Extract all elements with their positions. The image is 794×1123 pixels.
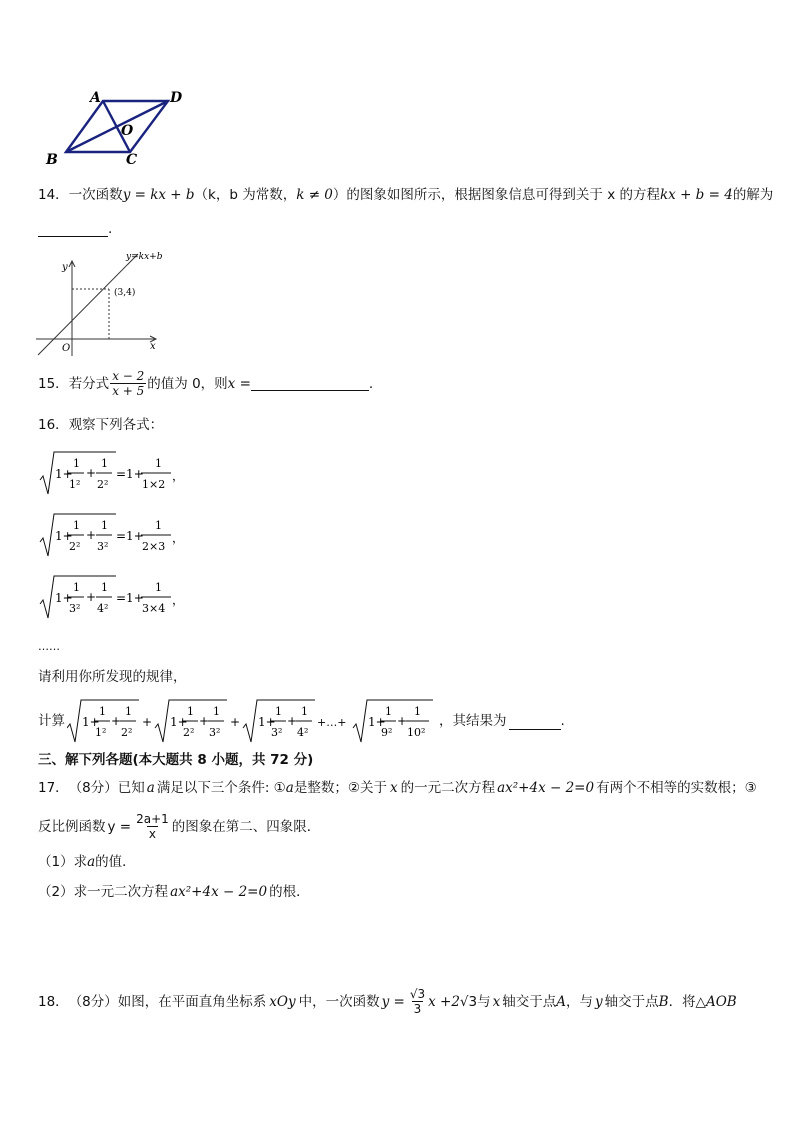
q18-sqrt3: √3 (459, 993, 478, 1010)
q17-numerator: 2a+1 (136, 812, 169, 826)
q14-graph (34, 248, 174, 358)
sum-t3-oneplus: 1+ (258, 715, 276, 729)
q16-row-2-den1: 2² (69, 540, 81, 553)
q16-period: . (560, 713, 565, 729)
q16-sum-formula (67, 698, 467, 744)
q16-row-2-den2: 3² (97, 540, 109, 553)
q16-row-1-num3: 1 (155, 457, 162, 470)
q16-row-2-oneplus: 1+ (55, 529, 73, 543)
q18-number: 18． (38, 993, 69, 1010)
q16-result-label: ，其结果为 (439, 713, 507, 729)
q17-sub1-pre: （1）求 (38, 854, 88, 870)
q16-row-2-equals: =1+ (116, 529, 144, 543)
q17-var-a: a (146, 780, 155, 796)
sum-t4-num2: 1 (414, 705, 421, 718)
q18-text-1: （8分）如图，在平面直角坐标系 (68, 993, 267, 1010)
sum-t3-num1: 1 (275, 705, 282, 718)
line-label: y=kx+b (126, 252, 163, 262)
q14-text-1: 一次函数 (68, 187, 123, 203)
q18-fraction (408, 987, 427, 1016)
label-b: B (46, 152, 58, 168)
q18-text-4: 轴交于点 (502, 993, 557, 1010)
sum-dots: +…+ (317, 716, 347, 729)
q17-sub1-var: a (87, 854, 96, 870)
q16-row-3-oneplus: 1+ (55, 591, 73, 605)
origin-label: O (62, 343, 71, 354)
rhombus-figure (40, 85, 200, 170)
q16-row-1 (38, 450, 218, 500)
q17-text-2: 满足以下三个条件: ① (156, 780, 286, 796)
q16-intro: 观察下列各式： (68, 417, 164, 433)
q17-text-5: 有两个不相等的实数根；③ (596, 780, 757, 796)
sum-t4-plus: + (397, 714, 408, 728)
label-a: A (90, 90, 101, 106)
q16-line (38, 416, 163, 434)
q15-denominator: x + 5 (112, 384, 145, 398)
q16-row-3-equals: =1+ (116, 591, 144, 605)
q16-row-1-den3: 1×2 (142, 478, 166, 491)
q14-equation-2: kx + b = 4 (659, 187, 733, 203)
q16-number: 16． (38, 417, 69, 433)
q17-equation: ax²+4x − 2=0 (497, 780, 595, 796)
q16-row-1-formula (38, 450, 218, 496)
q16-row-1-plus: + (86, 466, 97, 480)
q18-text-2: 中，一次函数 (298, 993, 380, 1010)
q16-ellipsis: …… (38, 640, 60, 653)
q16-row-1-num1: 1 (73, 457, 80, 470)
sum-t2-num2: 1 (213, 705, 220, 718)
q15-fraction (110, 369, 146, 398)
q14-text-2: （k，b 为常数， (194, 187, 297, 203)
y-axis-label: y (62, 262, 68, 273)
q14-text-3: ）的图象如图所示，根据图象信息可得到关于 x 的方程 (332, 187, 660, 203)
sum-t1-num1: 1 (99, 705, 106, 718)
q18-xoy: xOy (269, 993, 296, 1010)
q15-text-2: 的值为 0，则 (147, 375, 228, 392)
q16-row-3-den3: 3×4 (142, 602, 166, 615)
q16-row-2-plus: + (86, 528, 97, 542)
q15-period: . (368, 375, 374, 392)
q16-row-3-plus: + (86, 590, 97, 604)
q16-row-3-comma: ， (172, 593, 185, 607)
q18-numerator: √3 (409, 987, 426, 1001)
q14-line (38, 186, 773, 204)
q16-row-3 (38, 574, 218, 624)
q16-row-3-den2: 4² (97, 602, 109, 615)
sum-t1-den1: 1² (95, 726, 107, 739)
q17-text-7: 的图象在第二、四象限． (171, 818, 321, 835)
q16-row-3-den1: 3² (69, 602, 81, 615)
q18-line (38, 987, 737, 1016)
q16-row-1-comma: ， (172, 469, 185, 483)
q14-equation-1: y = kx + b (122, 187, 195, 203)
q16-row-2-num3: 1 (155, 519, 162, 532)
q16-row-1-den1: 1² (69, 478, 81, 491)
q18-point-a: A (556, 993, 566, 1010)
sum-t3-den2: 4² (297, 726, 309, 739)
q18-text-5: ，与 (566, 993, 593, 1010)
sum-t2-den2: 3² (209, 726, 221, 739)
sum-t3-den1: 3² (271, 726, 283, 739)
sum-t2-num1: 1 (187, 705, 194, 718)
q14-period: . (108, 221, 113, 237)
q17-y-equals: y = (107, 818, 132, 835)
q18-x-term: x +2 (428, 993, 460, 1010)
q17-fraction (134, 812, 171, 841)
q16-answer-blank[interactable] (509, 713, 561, 730)
q16-calc-label: 计算 (38, 713, 65, 729)
q14-number: 14． (38, 187, 69, 203)
q16-row-2-den3: 2×3 (142, 540, 166, 553)
sum-t2-plus: + (199, 714, 210, 728)
sum-t1-num2: 1 (125, 705, 132, 718)
label-o: O (121, 123, 134, 139)
q16-row-3-formula (38, 574, 218, 620)
q18-point-b: B (658, 993, 669, 1010)
q18-var-x: x (492, 993, 501, 1010)
q16-row-1-den2: 2² (97, 478, 109, 491)
q16-row-3-num3: 1 (155, 581, 162, 594)
q17-sub2-post: 的根． (269, 884, 310, 900)
q14-text-4: 的解为 (732, 187, 774, 203)
q16-sum-line (38, 698, 565, 744)
q14-answer-blank[interactable] (38, 222, 108, 237)
q16-row-2-formula (38, 512, 218, 558)
sum-plus-2: + (230, 715, 241, 729)
q17-sub-1 (38, 853, 136, 871)
section-3-title: 三、解下列各题(本大题共 8 小题，共 72 分) (38, 752, 314, 768)
q16-row-2-num1: 1 (73, 519, 80, 532)
q17-var-x: x (389, 780, 398, 796)
sum-t2-oneplus: 1+ (170, 715, 188, 729)
q16-row-3-num1: 1 (73, 581, 80, 594)
q17-text-6: 反比例函数 (38, 818, 106, 835)
sum-plus-1: + (142, 715, 153, 729)
q18-y-equals: y = (381, 993, 405, 1010)
label-d: D (170, 90, 183, 106)
q16-row-1-oneplus: 1+ (55, 467, 73, 481)
q17-sub-2 (38, 883, 310, 901)
q14-condition: k ≠ 0 (296, 187, 333, 203)
q15-numerator: x − 2 (112, 369, 145, 383)
q17-text-4: 的一元二次方程 (400, 780, 496, 796)
q16-row-2-num2: 1 (101, 519, 108, 532)
q17-sub1-post: 的值． (95, 854, 136, 870)
q15-number: 15． (38, 375, 69, 392)
q16-prompt: 请利用你所发现的规律， (38, 669, 187, 685)
q15-text-1: 若分式 (68, 375, 110, 392)
q16-row-3-num2: 1 (101, 581, 108, 594)
sum-t1-oneplus: 1+ (82, 715, 100, 729)
q18-text-3: 与 (477, 993, 491, 1010)
q18-text-7: ．将△ (668, 993, 706, 1010)
sum-t4-num1: 1 (385, 705, 392, 718)
q16-row-1-num2: 1 (101, 457, 108, 470)
q15-line (38, 369, 373, 398)
q18-text-6: 轴交于点 (604, 993, 659, 1010)
q17-text-1: （8分）已知 (68, 780, 145, 796)
q16-row-1-equals: =1+ (116, 467, 144, 481)
q16-row-2-comma: ， (172, 531, 185, 545)
sum-t3-plus: + (287, 714, 298, 728)
q17-text-3: 是整数；②关于 (293, 780, 387, 796)
sum-t1-den2: 2² (121, 726, 133, 739)
q17-denominator: x (148, 827, 156, 841)
label-c: C (126, 152, 138, 168)
q15-answer-blank[interactable] (251, 376, 369, 391)
q18-triangle-aob: AOB (705, 993, 737, 1010)
point-label: (3,4) (114, 288, 136, 298)
sum-t4-den1: 9² (381, 726, 393, 739)
q16-row-2 (38, 512, 218, 562)
q17-sub2-pre: （2）求一元二次方程 (38, 884, 169, 900)
q17-line-2 (38, 812, 320, 841)
q17-sub2-equation: ax²+4x − 2=0 (170, 884, 268, 900)
q17-number: 17． (38, 780, 69, 796)
q17-line-1 (38, 779, 757, 797)
sum-t4-oneplus: 1+ (368, 715, 386, 729)
q14-answer-line (38, 220, 112, 238)
q18-var-y: y (595, 993, 603, 1010)
sum-t3-num2: 1 (301, 705, 308, 718)
q15-variable: x = (227, 375, 251, 392)
sum-t2-den1: 2² (183, 726, 195, 739)
x-axis-label: x (150, 341, 156, 352)
q17-var-a-2: a (285, 780, 294, 796)
q18-denominator: 3 (413, 1002, 422, 1016)
sum-t1-plus: + (111, 714, 122, 728)
sum-t4-den2: 10² (407, 726, 426, 739)
